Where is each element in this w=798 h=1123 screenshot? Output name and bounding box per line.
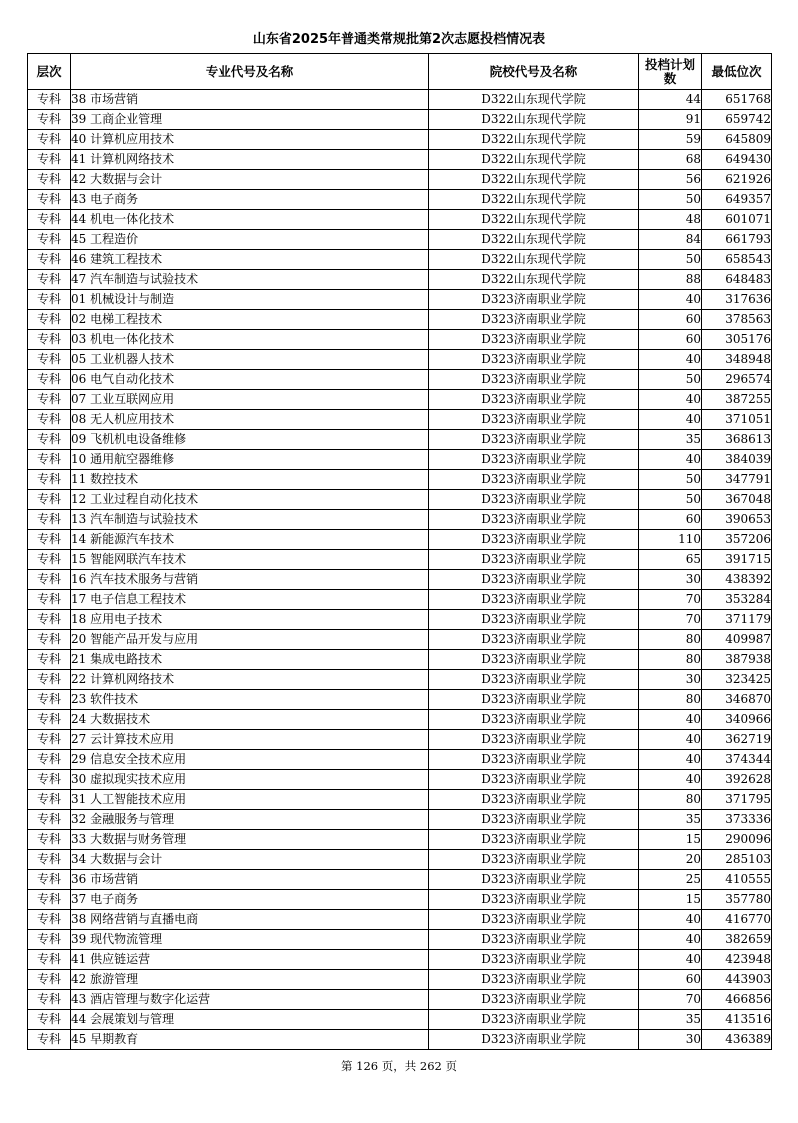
cell-major: 44 会展策划与管理	[71, 1010, 429, 1030]
table-row	[28, 910, 772, 930]
table-row	[28, 510, 772, 530]
table-row	[28, 190, 772, 210]
cell-level: 专科	[28, 670, 71, 690]
table-row	[28, 670, 772, 690]
cell-plan: 50	[639, 470, 702, 490]
cell-major: 15 智能网联汽车技术	[71, 550, 429, 570]
cell-school: D322山东现代学院	[429, 110, 639, 130]
cell-major: 42 大数据与会计	[71, 170, 429, 190]
cell-school: D322山东现代学院	[429, 190, 639, 210]
cell-rank: 340966	[702, 710, 772, 730]
cell-plan: 80	[639, 690, 702, 710]
cell-rank: 323425	[702, 670, 772, 690]
table-row	[28, 690, 772, 710]
cell-level: 专科	[28, 730, 71, 750]
cell-rank: 391715	[702, 550, 772, 570]
cell-plan: 25	[639, 870, 702, 890]
cell-level: 专科	[28, 530, 71, 550]
table-row	[28, 710, 772, 730]
cell-school: D322山东现代学院	[429, 90, 639, 110]
table-row	[28, 130, 772, 150]
cell-plan: 40	[639, 730, 702, 750]
cell-level: 专科	[28, 370, 71, 390]
cell-plan: 70	[639, 610, 702, 630]
cell-plan: 15	[639, 830, 702, 850]
cell-level: 专科	[28, 130, 71, 150]
cell-major: 40 计算机应用技术	[71, 130, 429, 150]
cell-plan: 35	[639, 430, 702, 450]
cell-plan: 70	[639, 590, 702, 610]
cell-plan: 80	[639, 790, 702, 810]
cell-school: D323济南职业学院	[429, 410, 639, 430]
cell-rank: 651768	[702, 90, 772, 110]
table-row	[28, 390, 772, 410]
cell-rank: 285103	[702, 850, 772, 870]
table-row	[28, 950, 772, 970]
table-row	[28, 210, 772, 230]
cell-rank: 367048	[702, 490, 772, 510]
cell-level: 专科	[28, 910, 71, 930]
cell-plan: 59	[639, 130, 702, 150]
table-row	[28, 330, 772, 350]
cell-major: 24 大数据技术	[71, 710, 429, 730]
cell-plan: 44	[639, 90, 702, 110]
cell-rank: 357206	[702, 530, 772, 550]
cell-plan: 40	[639, 950, 702, 970]
table-row	[28, 730, 772, 750]
table-row	[28, 110, 772, 130]
cell-plan: 40	[639, 410, 702, 430]
cell-rank: 362719	[702, 730, 772, 750]
cell-school: D323济南职业学院	[429, 650, 639, 670]
cell-plan: 48	[639, 210, 702, 230]
cell-major: 44 机电一体化技术	[71, 210, 429, 230]
cell-plan: 56	[639, 170, 702, 190]
cell-plan: 50	[639, 370, 702, 390]
cell-major: 16 汽车技术服务与营销	[71, 570, 429, 590]
cell-level: 专科	[28, 350, 71, 370]
cell-major: 29 信息安全技术应用	[71, 750, 429, 770]
cell-plan: 40	[639, 350, 702, 370]
cell-level: 专科	[28, 1030, 71, 1050]
cell-level: 专科	[28, 630, 71, 650]
cell-plan: 60	[639, 510, 702, 530]
cell-major: 38 市场营销	[71, 90, 429, 110]
cell-plan: 50	[639, 490, 702, 510]
cell-major: 43 酒店管理与数字化运营	[71, 990, 429, 1010]
table-row	[28, 890, 772, 910]
table-row	[28, 650, 772, 670]
cell-level: 专科	[28, 250, 71, 270]
table-row	[28, 1010, 772, 1030]
cell-school: D323济南职业学院	[429, 890, 639, 910]
table-row	[28, 750, 772, 770]
cell-school: D323济南职业学院	[429, 850, 639, 870]
table-row	[28, 810, 772, 830]
cell-plan: 84	[639, 230, 702, 250]
cell-rank: 371179	[702, 610, 772, 630]
cell-level: 专科	[28, 890, 71, 910]
cell-rank: 374344	[702, 750, 772, 770]
cell-plan: 110	[639, 530, 702, 550]
cell-school: D323济南职业学院	[429, 610, 639, 630]
page-footer: 第 126 页，共 262 页	[340, 1059, 458, 1073]
cell-level: 专科	[28, 90, 71, 110]
cell-school: D322山东现代学院	[429, 230, 639, 250]
cell-plan: 35	[639, 1010, 702, 1030]
cell-major: 11 数控技术	[71, 470, 429, 490]
cell-level: 专科	[28, 490, 71, 510]
table-row	[28, 550, 772, 570]
cell-plan: 60	[639, 310, 702, 330]
cell-school: D323济南职业学院	[429, 490, 639, 510]
cell-plan: 30	[639, 1030, 702, 1050]
cell-rank: 387255	[702, 390, 772, 410]
cell-rank: 348948	[702, 350, 772, 370]
cell-plan: 30	[639, 570, 702, 590]
cell-major: 41 计算机网络技术	[71, 150, 429, 170]
table-row	[28, 410, 772, 430]
cell-school: D323济南职业学院	[429, 430, 639, 450]
cell-major: 43 电子商务	[71, 190, 429, 210]
cell-school: D323济南职业学院	[429, 630, 639, 650]
table-header-row	[28, 54, 772, 90]
cell-major: 22 计算机网络技术	[71, 670, 429, 690]
cell-rank: 305176	[702, 330, 772, 350]
cell-rank: 390653	[702, 510, 772, 530]
cell-major: 03 机电一体化技术	[71, 330, 429, 350]
cell-level: 专科	[28, 550, 71, 570]
cell-level: 专科	[28, 750, 71, 770]
cell-school: D323济南职业学院	[429, 1030, 639, 1050]
cell-major: 13 汽车制造与试验技术	[71, 510, 429, 530]
cell-plan: 20	[639, 850, 702, 870]
cell-level: 专科	[28, 430, 71, 450]
cell-plan: 91	[639, 110, 702, 130]
cell-plan: 35	[639, 810, 702, 830]
cell-major: 05 工业机器人技术	[71, 350, 429, 370]
cell-major: 46 建筑工程技术	[71, 250, 429, 270]
cell-major: 01 机械设计与制造	[71, 290, 429, 310]
table-row	[28, 830, 772, 850]
cell-major: 31 人工智能技术应用	[71, 790, 429, 810]
cell-major: 23 软件技术	[71, 690, 429, 710]
cell-level: 专科	[28, 870, 71, 890]
header-school: 院校代号及名称	[429, 54, 639, 90]
table-row	[28, 1030, 772, 1050]
cell-major: 07 工业互联网应用	[71, 390, 429, 410]
cell-school: D323济南职业学院	[429, 770, 639, 790]
cell-school: D323济南职业学院	[429, 790, 639, 810]
cell-rank: 409987	[702, 630, 772, 650]
cell-school: D323济南职业学院	[429, 690, 639, 710]
cell-rank: 368613	[702, 430, 772, 450]
cell-rank: 317636	[702, 290, 772, 310]
cell-rank: 438392	[702, 570, 772, 590]
cell-school: D323济南职业学院	[429, 350, 639, 370]
cell-level: 专科	[28, 930, 71, 950]
table-row	[28, 590, 772, 610]
table-row	[28, 270, 772, 290]
cell-rank: 290096	[702, 830, 772, 850]
cell-rank: 436389	[702, 1030, 772, 1050]
cell-level: 专科	[28, 810, 71, 830]
admission-table	[27, 53, 772, 1050]
cell-school: D323济南职业学院	[429, 870, 639, 890]
cell-rank: 353284	[702, 590, 772, 610]
cell-school: D322山东现代学院	[429, 170, 639, 190]
cell-level: 专科	[28, 470, 71, 490]
cell-school: D323济南职业学院	[429, 750, 639, 770]
cell-level: 专科	[28, 610, 71, 630]
cell-plan: 15	[639, 890, 702, 910]
cell-plan: 68	[639, 150, 702, 170]
cell-school: D323济南职业学院	[429, 810, 639, 830]
cell-school: D323济南职业学院	[429, 970, 639, 990]
cell-level: 专科	[28, 450, 71, 470]
cell-plan: 40	[639, 290, 702, 310]
cell-major: 39 工商企业管理	[71, 110, 429, 130]
cell-level: 专科	[28, 170, 71, 190]
cell-school: D322山东现代学院	[429, 250, 639, 270]
cell-level: 专科	[28, 770, 71, 790]
cell-major: 41 供应链运营	[71, 950, 429, 970]
cell-level: 专科	[28, 190, 71, 210]
cell-plan: 80	[639, 650, 702, 670]
cell-plan: 40	[639, 930, 702, 950]
cell-plan: 40	[639, 390, 702, 410]
table-row	[28, 610, 772, 630]
cell-level: 专科	[28, 510, 71, 530]
cell-rank: 601071	[702, 210, 772, 230]
cell-school: D323济南职业学院	[429, 670, 639, 690]
cell-level: 专科	[28, 650, 71, 670]
table-row	[28, 250, 772, 270]
cell-school: D322山东现代学院	[429, 210, 639, 230]
cell-school: D323济南职业学院	[429, 550, 639, 570]
cell-plan: 40	[639, 750, 702, 770]
cell-rank: 649357	[702, 190, 772, 210]
table-row	[28, 290, 772, 310]
cell-rank: 347791	[702, 470, 772, 490]
table-row	[28, 230, 772, 250]
cell-level: 专科	[28, 830, 71, 850]
cell-school: D323济南职业学院	[429, 290, 639, 310]
cell-major: 27 云计算技术应用	[71, 730, 429, 750]
table-row	[28, 970, 772, 990]
cell-major: 34 大数据与会计	[71, 850, 429, 870]
cell-level: 专科	[28, 290, 71, 310]
table-row	[28, 310, 772, 330]
cell-rank: 649430	[702, 150, 772, 170]
cell-major: 45 工程造价	[71, 230, 429, 250]
cell-major: 21 集成电路技术	[71, 650, 429, 670]
cell-plan: 40	[639, 450, 702, 470]
cell-rank: 466856	[702, 990, 772, 1010]
cell-rank: 392628	[702, 770, 772, 790]
cell-major: 08 无人机应用技术	[71, 410, 429, 430]
cell-level: 专科	[28, 150, 71, 170]
cell-plan: 30	[639, 670, 702, 690]
cell-rank: 371051	[702, 410, 772, 430]
cell-school: D323济南职业学院	[429, 570, 639, 590]
cell-plan: 40	[639, 710, 702, 730]
cell-level: 专科	[28, 230, 71, 250]
table-row	[28, 430, 772, 450]
cell-level: 专科	[28, 590, 71, 610]
cell-rank: 410555	[702, 870, 772, 890]
cell-rank: 423948	[702, 950, 772, 970]
cell-rank: 371795	[702, 790, 772, 810]
cell-level: 专科	[28, 390, 71, 410]
cell-major: 14 新能源汽车技术	[71, 530, 429, 550]
cell-plan: 65	[639, 550, 702, 570]
cell-plan: 80	[639, 630, 702, 650]
cell-level: 专科	[28, 270, 71, 290]
cell-plan: 60	[639, 330, 702, 350]
cell-school: D323济南职业学院	[429, 930, 639, 950]
cell-school: D323济南职业学院	[429, 530, 639, 550]
cell-major: 47 汽车制造与试验技术	[71, 270, 429, 290]
cell-plan: 88	[639, 270, 702, 290]
table-row	[28, 350, 772, 370]
cell-major: 30 虚拟现实技术应用	[71, 770, 429, 790]
cell-major: 12 工业过程自动化技术	[71, 490, 429, 510]
cell-rank: 373336	[702, 810, 772, 830]
table-row	[28, 870, 772, 890]
cell-rank: 658543	[702, 250, 772, 270]
cell-level: 专科	[28, 710, 71, 730]
table-row	[28, 630, 772, 650]
cell-major: 38 网络营销与直播电商	[71, 910, 429, 930]
cell-plan: 50	[639, 250, 702, 270]
cell-school: D323济南职业学院	[429, 910, 639, 930]
cell-level: 专科	[28, 790, 71, 810]
cell-school: D323济南职业学院	[429, 330, 639, 350]
cell-school: D323济南职业学院	[429, 370, 639, 390]
cell-level: 专科	[28, 210, 71, 230]
page-title: 山东省2025年普通类常规批第2次志愿投档情况表	[252, 32, 546, 47]
cell-school: D323济南职业学院	[429, 730, 639, 750]
cell-level: 专科	[28, 330, 71, 350]
cell-major: 39 现代物流管理	[71, 930, 429, 950]
cell-school: D323济南职业学院	[429, 470, 639, 490]
cell-major: 42 旅游管理	[71, 970, 429, 990]
cell-school: D323济南职业学院	[429, 450, 639, 470]
cell-level: 专科	[28, 950, 71, 970]
table-row	[28, 570, 772, 590]
cell-school: D323济南职业学院	[429, 990, 639, 1010]
cell-major: 17 电子信息工程技术	[71, 590, 429, 610]
cell-major: 32 金融服务与管理	[71, 810, 429, 830]
cell-major: 20 智能产品开发与应用	[71, 630, 429, 650]
cell-rank: 621926	[702, 170, 772, 190]
cell-rank: 413516	[702, 1010, 772, 1030]
cell-plan: 70	[639, 990, 702, 1010]
cell-school: D323济南职业学院	[429, 390, 639, 410]
cell-rank: 346870	[702, 690, 772, 710]
cell-rank: 648483	[702, 270, 772, 290]
header-level: 层次	[28, 54, 71, 90]
cell-rank: 659742	[702, 110, 772, 130]
cell-school: D322山东现代学院	[429, 270, 639, 290]
cell-school: D323济南职业学院	[429, 950, 639, 970]
table-row	[28, 530, 772, 550]
cell-rank: 296574	[702, 370, 772, 390]
cell-plan: 60	[639, 970, 702, 990]
cell-school: D323济南职业学院	[429, 1010, 639, 1030]
table-row	[28, 490, 772, 510]
cell-rank: 661793	[702, 230, 772, 250]
table-row	[28, 450, 772, 470]
cell-major: 09 飞机机电设备维修	[71, 430, 429, 450]
cell-rank: 357780	[702, 890, 772, 910]
table-row	[28, 90, 772, 110]
table-row	[28, 850, 772, 870]
cell-school: D323济南职业学院	[429, 510, 639, 530]
cell-major: 18 应用电子技术	[71, 610, 429, 630]
cell-level: 专科	[28, 410, 71, 430]
cell-major: 10 通用航空器维修	[71, 450, 429, 470]
cell-level: 专科	[28, 990, 71, 1010]
cell-level: 专科	[28, 970, 71, 990]
cell-major: 45 早期教育	[71, 1030, 429, 1050]
header-rank: 最低位次	[702, 54, 772, 90]
cell-major: 33 大数据与财务管理	[71, 830, 429, 850]
table-row	[28, 930, 772, 950]
cell-level: 专科	[28, 690, 71, 710]
table-row	[28, 770, 772, 790]
cell-level: 专科	[28, 310, 71, 330]
table-row	[28, 370, 772, 390]
cell-level: 专科	[28, 1010, 71, 1030]
cell-rank: 378563	[702, 310, 772, 330]
cell-school: D323济南职业学院	[429, 710, 639, 730]
cell-plan: 40	[639, 770, 702, 790]
table-row	[28, 790, 772, 810]
cell-school: D322山东现代学院	[429, 150, 639, 170]
cell-plan: 40	[639, 910, 702, 930]
table-row	[28, 150, 772, 170]
header-plan: 投档计划数	[639, 54, 702, 90]
cell-school: D323济南职业学院	[429, 590, 639, 610]
cell-major: 36 市场营销	[71, 870, 429, 890]
cell-rank: 443903	[702, 970, 772, 990]
cell-level: 专科	[28, 110, 71, 130]
table-row	[28, 470, 772, 490]
cell-major: 06 电气自动化技术	[71, 370, 429, 390]
cell-rank: 387938	[702, 650, 772, 670]
cell-plan: 50	[639, 190, 702, 210]
cell-level: 专科	[28, 850, 71, 870]
cell-school: D323济南职业学院	[429, 830, 639, 850]
table-row	[28, 990, 772, 1010]
table-row	[28, 170, 772, 190]
cell-rank: 416770	[702, 910, 772, 930]
cell-rank: 645809	[702, 130, 772, 150]
cell-level: 专科	[28, 570, 71, 590]
cell-rank: 384039	[702, 450, 772, 470]
cell-rank: 382659	[702, 930, 772, 950]
cell-major: 02 电梯工程技术	[71, 310, 429, 330]
cell-major: 37 电子商务	[71, 890, 429, 910]
header-major: 专业代号及名称	[71, 54, 429, 90]
cell-school: D323济南职业学院	[429, 310, 639, 330]
cell-school: D322山东现代学院	[429, 130, 639, 150]
